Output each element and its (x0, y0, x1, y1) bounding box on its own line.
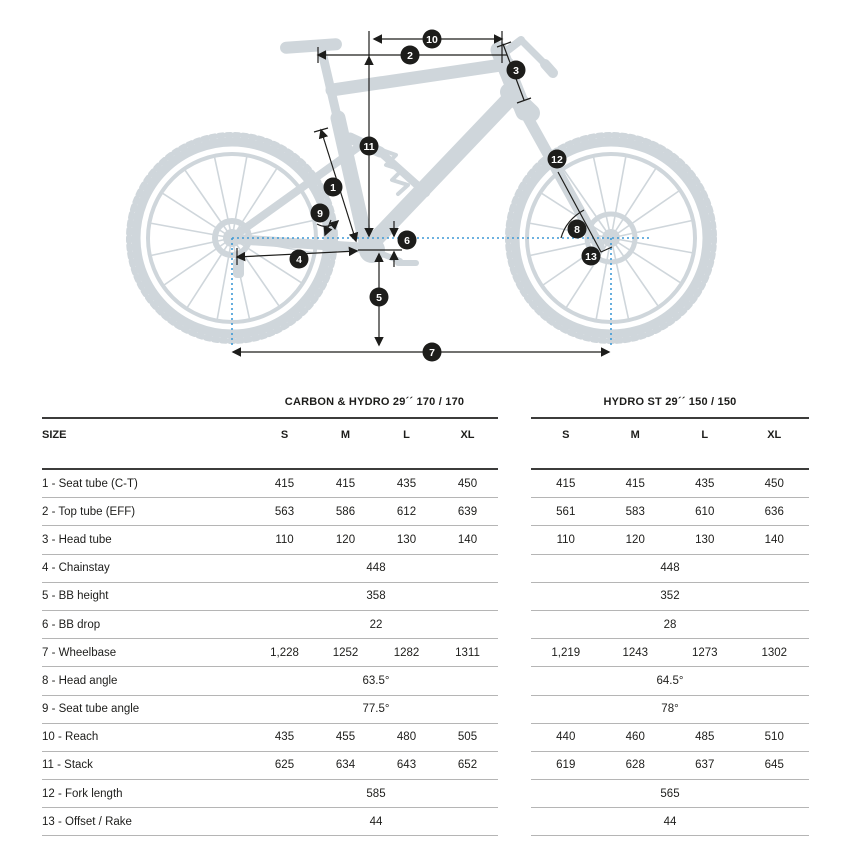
value-cell: 358 (366, 590, 386, 603)
value-cell: 415 (625, 477, 645, 490)
table-row (531, 526, 809, 554)
callout-7 (423, 343, 442, 362)
table-row (42, 696, 498, 724)
table-body-right (531, 468, 809, 836)
value-cell: 352 (660, 590, 680, 603)
value-cell: 480 (396, 731, 417, 744)
value-cell: 1,219 (551, 646, 581, 659)
value-cell: 440 (556, 731, 576, 744)
table-row (531, 724, 809, 752)
row-label: 1 - Seat tube (C-T) (42, 477, 138, 490)
table-row (531, 498, 809, 526)
table-row (531, 470, 809, 498)
svg-text:12: 12 (551, 153, 563, 166)
value-cell: 110 (556, 533, 575, 546)
value-cell: 563 (274, 505, 295, 518)
row-label: 10 - Reach (42, 731, 99, 744)
table-row (42, 498, 498, 526)
table-row (42, 808, 498, 836)
row-label: 4 - Chainstay (42, 562, 110, 575)
row-label: 9 - Seat tube angle (42, 703, 140, 716)
svg-text:10: 10 (426, 33, 438, 46)
value-cell: 140 (457, 533, 478, 546)
table-row (42, 780, 498, 808)
value-cell: 1243 (622, 646, 649, 659)
table-title-carbon-hydro: CARBON & HYDRO 29´´ 170 / 170 (284, 396, 465, 408)
svg-text:8: 8 (574, 223, 580, 236)
callout-13 (582, 247, 601, 266)
table-row (42, 583, 498, 611)
svg-text:2: 2 (407, 49, 413, 62)
svg-text:3: 3 (513, 64, 519, 77)
callout-6 (398, 231, 417, 250)
callout-1 (324, 178, 343, 197)
table-row (531, 639, 809, 667)
table-row (42, 667, 498, 695)
callout-9 (311, 204, 330, 223)
table-header-right (531, 417, 809, 468)
svg-text:6: 6 (404, 234, 410, 247)
value-cell: 64.5° (656, 674, 684, 687)
callout-11 (360, 137, 379, 156)
value-cell: 120 (335, 533, 356, 546)
value-cell: 510 (764, 731, 784, 744)
value-cell: 448 (366, 562, 386, 575)
value-cell: 505 (457, 731, 478, 744)
callout-5 (370, 288, 389, 307)
value-cell: 28 (663, 618, 677, 631)
callout-4 (290, 250, 309, 269)
value-cell: 1,228 (270, 646, 299, 659)
svg-text:11: 11 (363, 140, 375, 153)
size-column-header: M (340, 429, 351, 441)
value-cell: 110 (275, 533, 294, 546)
value-cell: 415 (274, 477, 295, 490)
value-cell: 1302 (761, 646, 788, 659)
value-cell: 450 (764, 477, 784, 490)
table-row (42, 752, 498, 780)
value-cell: 637 (695, 759, 715, 772)
table-row (42, 639, 498, 667)
value-cell: 77.5° (362, 703, 390, 716)
size-column-header: S (280, 429, 289, 441)
value-cell: 1252 (332, 646, 359, 659)
value-cell: 460 (625, 731, 645, 744)
table-row (531, 583, 809, 611)
size-column-header: S (562, 429, 570, 441)
value-cell: 1311 (455, 646, 480, 659)
value-cell: 63.5° (362, 674, 390, 687)
svg-text:9: 9 (317, 207, 323, 220)
value-cell: 643 (396, 759, 417, 772)
table-title-hydro-st: HYDRO ST 29´´ 150 / 150 (603, 396, 737, 408)
value-cell: 652 (457, 759, 478, 772)
table-header-left (42, 417, 498, 468)
value-cell: 639 (457, 505, 478, 518)
row-label: 12 - Fork length (42, 787, 123, 800)
table-row (531, 752, 809, 780)
value-cell: 455 (335, 731, 356, 744)
value-cell: 1282 (393, 646, 420, 659)
value-cell: 448 (660, 562, 680, 575)
row-label: 6 - BB drop (42, 618, 101, 631)
bike-silhouette (129, 38, 714, 341)
svg-text:1: 1 (330, 181, 336, 194)
table-row (531, 696, 809, 724)
value-cell: 583 (625, 505, 645, 518)
value-cell: 415 (556, 477, 576, 490)
value-cell: 120 (625, 533, 645, 546)
value-cell: 619 (556, 759, 576, 772)
value-cell: 585 (366, 787, 386, 800)
geometry-table-hydro-st (531, 392, 809, 836)
value-cell: 78° (661, 703, 679, 716)
value-cell: 44 (663, 815, 677, 828)
table-body-left (42, 468, 498, 836)
svg-text:4: 4 (296, 253, 302, 266)
value-cell: 610 (695, 505, 715, 518)
value-cell: 140 (764, 533, 784, 546)
callout-8 (568, 220, 587, 239)
value-cell: 485 (695, 731, 715, 744)
value-cell: 561 (556, 505, 576, 518)
value-cell: 634 (335, 759, 356, 772)
table-row (42, 611, 498, 639)
size-column-header: XL (460, 429, 475, 441)
size-header: SIZE (42, 429, 67, 441)
table-row (531, 611, 809, 639)
callout-10 (423, 30, 442, 49)
value-cell: 645 (764, 759, 784, 772)
size-column-header: M (630, 429, 640, 441)
value-cell: 44 (369, 815, 383, 828)
value-cell: 450 (457, 477, 478, 490)
table-row (42, 526, 498, 554)
table-row (531, 667, 809, 695)
callout-12 (548, 150, 567, 169)
table-row (42, 470, 498, 498)
row-label: 2 - Top tube (EFF) (42, 505, 136, 518)
value-cell: 22 (369, 618, 383, 631)
bike-geometry-diagram (0, 0, 858, 378)
value-cell: 1273 (691, 646, 718, 659)
size-column-header: L (403, 429, 410, 441)
row-label: 13 - Offset / Rake (42, 815, 132, 828)
value-cell: 628 (625, 759, 645, 772)
value-cell: 435 (695, 477, 715, 490)
row-label: 8 - Head angle (42, 674, 118, 687)
value-cell: 435 (274, 731, 295, 744)
bike-diagram-svg (0, 0, 858, 378)
callout-2 (401, 46, 420, 65)
value-cell: 586 (335, 505, 356, 518)
size-column-header: XL (767, 429, 782, 441)
table-row (531, 555, 809, 583)
geometry-table-carbon-hydro (42, 392, 498, 836)
value-cell: 435 (396, 477, 417, 490)
size-column-header: L (701, 429, 709, 441)
row-label: 11 - Stack (42, 759, 93, 772)
value-cell: 565 (660, 787, 680, 800)
callout-3 (507, 61, 526, 80)
row-label: 7 - Wheelbase (42, 646, 117, 659)
geometry-tables (42, 392, 809, 836)
value-cell: 130 (695, 533, 715, 546)
row-label: 5 - BB height (42, 590, 109, 603)
svg-text:7: 7 (429, 346, 435, 359)
row-label: 3 - Head tube (42, 533, 112, 546)
table-row (42, 724, 498, 752)
value-cell: 612 (396, 505, 417, 518)
svg-text:13: 13 (585, 250, 597, 263)
value-cell: 636 (764, 505, 784, 518)
table-row (531, 808, 809, 836)
value-cell: 130 (396, 533, 417, 546)
table-row (42, 555, 498, 583)
value-cell: 415 (335, 477, 356, 490)
svg-text:5: 5 (376, 291, 382, 304)
value-cell: 625 (274, 759, 295, 772)
table-row (531, 780, 809, 808)
